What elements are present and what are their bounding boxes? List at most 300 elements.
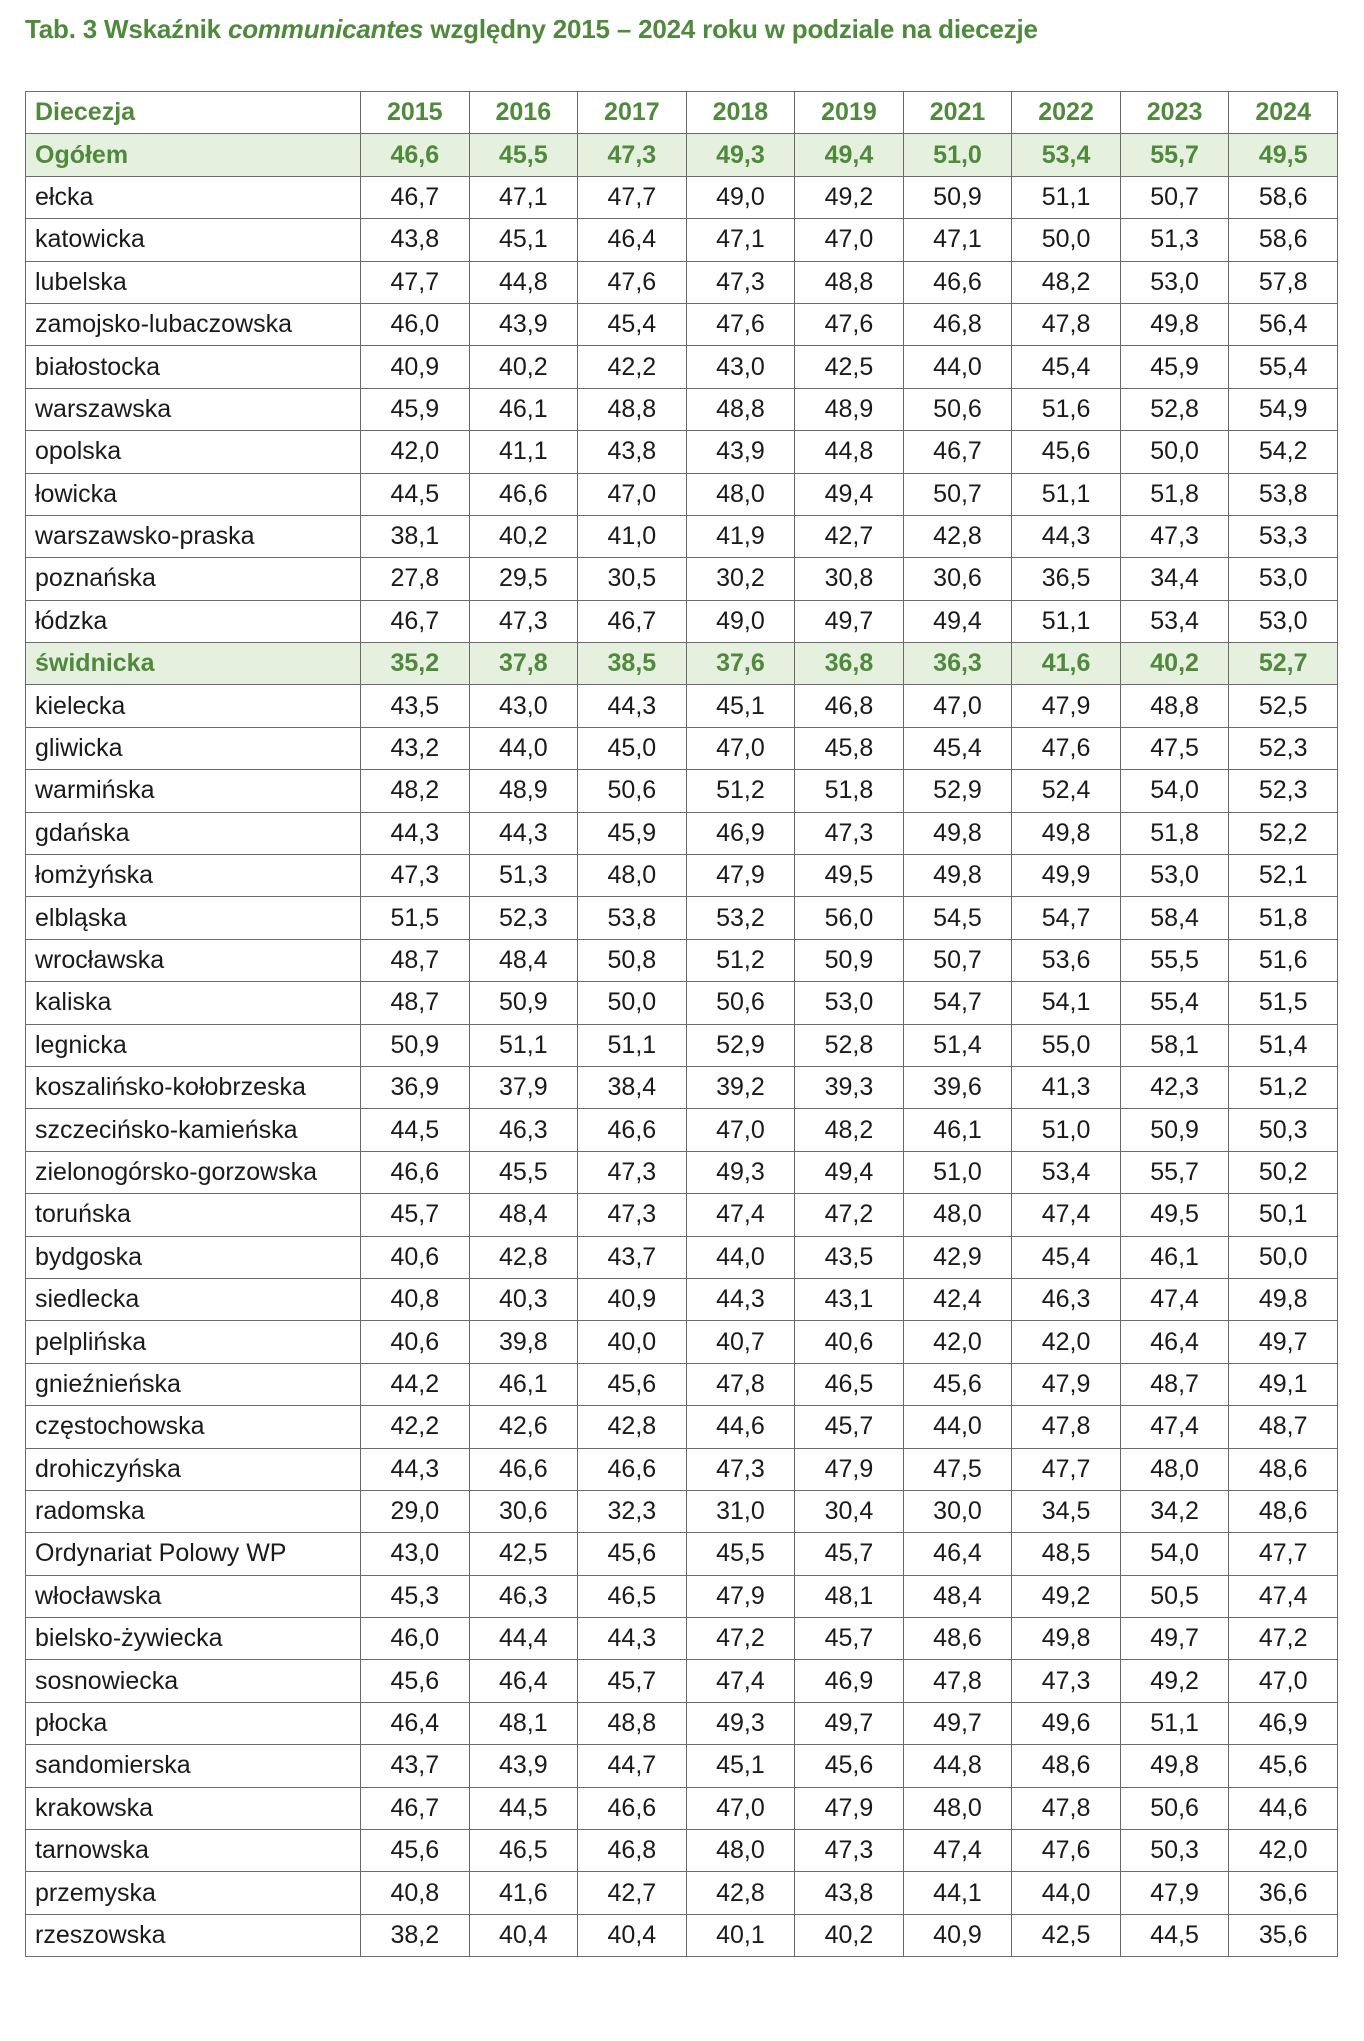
value-cell: 37,8 <box>469 643 578 685</box>
value-cell: 45,7 <box>795 1406 904 1448</box>
value-cell: 42,5 <box>1012 1914 1121 1956</box>
value-cell: 48,7 <box>361 939 470 981</box>
table-row <box>26 1109 1338 1151</box>
value-cell: 30,6 <box>903 558 1012 600</box>
value-cell: 51,4 <box>903 1024 1012 1066</box>
value-cell: 50,3 <box>1120 1830 1229 1872</box>
value-cell: 42,8 <box>469 1236 578 1278</box>
value-cell: 47,4 <box>1120 1406 1229 1448</box>
value-cell: 48,5 <box>1012 1533 1121 1575</box>
value-cell: 45,9 <box>578 812 687 854</box>
diocese-name-cell: łowicka <box>26 473 361 515</box>
diocese-name-cell: bielsko-żywiecka <box>26 1618 361 1660</box>
table-row <box>26 303 1338 345</box>
value-cell: 51,3 <box>469 855 578 897</box>
value-cell: 51,0 <box>903 134 1012 176</box>
value-cell: 47,0 <box>1229 1660 1338 1702</box>
value-cell: 40,2 <box>1120 643 1229 685</box>
table-row <box>26 261 1338 303</box>
title-suffix: względny 2015 – 2024 roku w podziale na diecezje <box>423 14 1038 44</box>
value-cell: 27,8 <box>361 558 470 600</box>
value-cell: 40,2 <box>795 1914 904 1956</box>
value-cell: 45,1 <box>686 1745 795 1787</box>
value-cell: 51,1 <box>1012 600 1121 642</box>
diocese-name-cell: kaliska <box>26 982 361 1024</box>
value-cell: 42,0 <box>361 431 470 473</box>
value-cell: 43,8 <box>795 1872 904 1914</box>
diocese-name-cell: warszawska <box>26 388 361 430</box>
value-cell: 46,9 <box>686 812 795 854</box>
value-cell: 50,5 <box>1120 1575 1229 1617</box>
value-cell: 51,5 <box>1229 982 1338 1024</box>
header-diocese: Diecezja <box>26 92 361 134</box>
value-cell: 41,6 <box>1012 643 1121 685</box>
value-cell: 49,7 <box>1229 1321 1338 1363</box>
value-cell: 45,6 <box>578 1363 687 1405</box>
value-cell: 42,3 <box>1120 1066 1229 1108</box>
value-cell: 46,6 <box>578 1109 687 1151</box>
table-row <box>26 812 1338 854</box>
diocese-name-cell: sosnowiecka <box>26 1660 361 1702</box>
diocese-name-cell: częstochowska <box>26 1406 361 1448</box>
value-cell: 55,4 <box>1120 982 1229 1024</box>
table-row <box>26 219 1338 261</box>
value-cell: 46,6 <box>903 261 1012 303</box>
value-cell: 36,6 <box>1229 1872 1338 1914</box>
value-cell: 39,3 <box>795 1066 904 1108</box>
value-cell: 48,1 <box>795 1575 904 1617</box>
value-cell: 40,4 <box>578 1914 687 1956</box>
value-cell: 48,4 <box>469 1194 578 1236</box>
value-cell: 48,6 <box>903 1618 1012 1660</box>
value-cell: 52,8 <box>1120 388 1229 430</box>
value-cell: 40,2 <box>469 346 578 388</box>
value-cell: 42,7 <box>795 515 904 557</box>
header-year: 2016 <box>469 92 578 134</box>
table-row <box>26 1745 1338 1787</box>
value-cell: 49,8 <box>903 812 1012 854</box>
value-cell: 47,4 <box>903 1830 1012 1872</box>
diocese-name-cell: sandomierska <box>26 1745 361 1787</box>
value-cell: 47,5 <box>1120 727 1229 769</box>
diocese-name-cell: Ogółem <box>26 134 361 176</box>
value-cell: 44,0 <box>1012 1872 1121 1914</box>
value-cell: 40,8 <box>361 1278 470 1320</box>
value-cell: 42,7 <box>578 1872 687 1914</box>
table-row-highlighted <box>26 643 1338 685</box>
value-cell: 46,9 <box>1229 1702 1338 1744</box>
value-cell: 47,3 <box>1120 515 1229 557</box>
value-cell: 46,4 <box>578 219 687 261</box>
value-cell: 45,7 <box>578 1660 687 1702</box>
value-cell: 47,0 <box>903 685 1012 727</box>
value-cell: 46,8 <box>578 1830 687 1872</box>
value-cell: 51,4 <box>1229 1024 1338 1066</box>
value-cell: 47,6 <box>795 303 904 345</box>
value-cell: 49,5 <box>1120 1194 1229 1236</box>
value-cell: 47,8 <box>903 1660 1012 1702</box>
value-cell: 49,8 <box>1012 1618 1121 1660</box>
table-row <box>26 855 1338 897</box>
header-year: 2017 <box>578 92 687 134</box>
diocese-name-cell: poznańska <box>26 558 361 600</box>
value-cell: 43,7 <box>578 1236 687 1278</box>
value-cell: 41,6 <box>469 1872 578 1914</box>
value-cell: 47,9 <box>795 1787 904 1829</box>
value-cell: 30,5 <box>578 558 687 600</box>
value-cell: 51,6 <box>1012 388 1121 430</box>
value-cell: 58,1 <box>1120 1024 1229 1066</box>
diocese-name-cell: łódzka <box>26 600 361 642</box>
value-cell: 48,1 <box>469 1702 578 1744</box>
value-cell: 43,9 <box>686 431 795 473</box>
diocese-name-cell: gliwicka <box>26 727 361 769</box>
value-cell: 44,7 <box>578 1745 687 1787</box>
value-cell: 43,2 <box>361 727 470 769</box>
value-cell: 47,3 <box>361 855 470 897</box>
value-cell: 46,6 <box>361 134 470 176</box>
value-cell: 49,1 <box>1229 1363 1338 1405</box>
value-cell: 44,3 <box>469 812 578 854</box>
value-cell: 45,4 <box>903 727 1012 769</box>
value-cell: 52,5 <box>1229 685 1338 727</box>
value-cell: 50,7 <box>903 473 1012 515</box>
value-cell: 35,6 <box>1229 1914 1338 1956</box>
value-cell: 50,6 <box>1120 1787 1229 1829</box>
value-cell: 48,6 <box>1012 1745 1121 1787</box>
value-cell: 46,6 <box>361 1151 470 1193</box>
value-cell: 47,8 <box>1012 1406 1121 1448</box>
value-cell: 53,4 <box>1012 134 1121 176</box>
value-cell: 47,9 <box>1120 1872 1229 1914</box>
value-cell: 46,7 <box>903 431 1012 473</box>
value-cell: 44,6 <box>1229 1787 1338 1829</box>
value-cell: 43,8 <box>361 219 470 261</box>
value-cell: 44,0 <box>686 1236 795 1278</box>
value-cell: 49,7 <box>795 600 904 642</box>
value-cell: 47,6 <box>1012 727 1121 769</box>
value-cell: 46,8 <box>903 303 1012 345</box>
value-cell: 46,3 <box>469 1575 578 1617</box>
value-cell: 51,2 <box>686 770 795 812</box>
value-cell: 48,6 <box>1229 1490 1338 1532</box>
value-cell: 39,6 <box>903 1066 1012 1108</box>
value-cell: 49,4 <box>903 600 1012 642</box>
value-cell: 40,6 <box>361 1236 470 1278</box>
value-cell: 45,9 <box>361 388 470 430</box>
value-cell: 47,4 <box>1229 1575 1338 1617</box>
table-row <box>26 1533 1338 1575</box>
value-cell: 44,5 <box>469 1787 578 1829</box>
value-cell: 40,0 <box>578 1321 687 1363</box>
value-cell: 47,3 <box>795 1830 904 1872</box>
value-cell: 47,9 <box>1012 685 1121 727</box>
value-cell: 48,8 <box>1120 685 1229 727</box>
value-cell: 46,5 <box>578 1575 687 1617</box>
value-cell: 50,1 <box>1229 1194 1338 1236</box>
value-cell: 44,0 <box>903 346 1012 388</box>
value-cell: 48,0 <box>686 473 795 515</box>
value-cell: 42,4 <box>903 1278 1012 1320</box>
value-cell: 47,4 <box>1012 1194 1121 1236</box>
value-cell: 52,9 <box>903 770 1012 812</box>
value-cell: 48,0 <box>578 855 687 897</box>
value-cell: 50,6 <box>578 770 687 812</box>
value-cell: 47,4 <box>1120 1278 1229 1320</box>
value-cell: 47,1 <box>903 219 1012 261</box>
value-cell: 46,8 <box>795 685 904 727</box>
value-cell: 54,0 <box>1120 770 1229 812</box>
value-cell: 50,3 <box>1229 1109 1338 1151</box>
value-cell: 43,5 <box>795 1236 904 1278</box>
value-cell: 52,3 <box>469 897 578 939</box>
value-cell: 45,9 <box>1120 346 1229 388</box>
table-row <box>26 1278 1338 1320</box>
table-row <box>26 473 1338 515</box>
value-cell: 36,9 <box>361 1066 470 1108</box>
value-cell: 46,4 <box>469 1660 578 1702</box>
value-cell: 36,5 <box>1012 558 1121 600</box>
value-cell: 52,9 <box>686 1024 795 1066</box>
table-header-row <box>26 92 1338 134</box>
value-cell: 44,1 <box>903 1872 1012 1914</box>
table-row <box>26 1702 1338 1744</box>
diocese-name-cell: Ordynariat Polowy WP <box>26 1533 361 1575</box>
value-cell: 53,8 <box>1229 473 1338 515</box>
table-row <box>26 1872 1338 1914</box>
value-cell: 56,4 <box>1229 303 1338 345</box>
value-cell: 47,0 <box>686 727 795 769</box>
diocese-name-cell: ełcka <box>26 176 361 218</box>
value-cell: 45,1 <box>686 685 795 727</box>
value-cell: 42,0 <box>1012 1321 1121 1363</box>
value-cell: 49,4 <box>795 473 904 515</box>
diocese-name-cell: przemyska <box>26 1872 361 1914</box>
value-cell: 46,5 <box>469 1830 578 1872</box>
diocese-name-cell: białostocka <box>26 346 361 388</box>
value-cell: 45,6 <box>361 1660 470 1702</box>
value-cell: 43,8 <box>578 431 687 473</box>
value-cell: 47,6 <box>578 261 687 303</box>
value-cell: 44,5 <box>361 1109 470 1151</box>
value-cell: 38,5 <box>578 643 687 685</box>
value-cell: 47,3 <box>795 812 904 854</box>
table-row <box>26 1236 1338 1278</box>
title-prefix: Tab. 3 Wskaźnik <box>25 14 228 44</box>
value-cell: 46,4 <box>903 1533 1012 1575</box>
diocese-table <box>25 91 1338 1957</box>
value-cell: 44,4 <box>469 1618 578 1660</box>
value-cell: 46,1 <box>903 1109 1012 1151</box>
value-cell: 51,1 <box>1120 1702 1229 1744</box>
value-cell: 41,3 <box>1012 1066 1121 1108</box>
value-cell: 47,5 <box>903 1448 1012 1490</box>
value-cell: 53,3 <box>1229 515 1338 557</box>
value-cell: 50,6 <box>686 982 795 1024</box>
value-cell: 54,9 <box>1229 388 1338 430</box>
value-cell: 39,8 <box>469 1321 578 1363</box>
value-cell: 55,7 <box>1120 134 1229 176</box>
value-cell: 58,6 <box>1229 219 1338 261</box>
table-body <box>26 134 1338 1957</box>
value-cell: 40,6 <box>795 1321 904 1363</box>
value-cell: 45,4 <box>1012 1236 1121 1278</box>
table-row <box>26 685 1338 727</box>
value-cell: 42,0 <box>903 1321 1012 1363</box>
value-cell: 53,0 <box>795 982 904 1024</box>
value-cell: 46,0 <box>361 303 470 345</box>
value-cell: 50,0 <box>578 982 687 1024</box>
value-cell: 49,0 <box>686 600 795 642</box>
value-cell: 47,6 <box>1012 1830 1121 1872</box>
value-cell: 45,7 <box>361 1194 470 1236</box>
value-cell: 42,8 <box>903 515 1012 557</box>
value-cell: 44,8 <box>469 261 578 303</box>
diocese-name-cell: kielecka <box>26 685 361 727</box>
diocese-name-cell: zielonogórsko-gorzowska <box>26 1151 361 1193</box>
value-cell: 44,3 <box>686 1278 795 1320</box>
value-cell: 40,6 <box>361 1321 470 1363</box>
value-cell: 48,2 <box>361 770 470 812</box>
table-row <box>26 1618 1338 1660</box>
table-row <box>26 1787 1338 1829</box>
value-cell: 47,3 <box>578 1194 687 1236</box>
value-cell: 48,4 <box>903 1575 1012 1617</box>
diocese-name-cell: koszalińsko-kołobrzeska <box>26 1066 361 1108</box>
value-cell: 48,0 <box>686 1830 795 1872</box>
value-cell: 49,6 <box>1012 1702 1121 1744</box>
table-row <box>26 431 1338 473</box>
header-year: 2024 <box>1229 92 1338 134</box>
diocese-name-cell: tarnowska <box>26 1830 361 1872</box>
value-cell: 44,3 <box>361 812 470 854</box>
value-cell: 47,2 <box>795 1194 904 1236</box>
value-cell: 43,9 <box>469 303 578 345</box>
table-row <box>26 770 1338 812</box>
value-cell: 50,7 <box>903 939 1012 981</box>
value-cell: 47,3 <box>469 600 578 642</box>
value-cell: 30,4 <box>795 1490 904 1532</box>
value-cell: 49,2 <box>1120 1660 1229 1702</box>
value-cell: 50,9 <box>903 176 1012 218</box>
value-cell: 49,4 <box>795 134 904 176</box>
value-cell: 44,5 <box>361 473 470 515</box>
value-cell: 48,0 <box>1120 1448 1229 1490</box>
value-cell: 40,9 <box>903 1914 1012 1956</box>
value-cell: 43,7 <box>361 1745 470 1787</box>
value-cell: 55,5 <box>1120 939 1229 981</box>
diocese-name-cell: siedlecka <box>26 1278 361 1320</box>
value-cell: 49,7 <box>795 1702 904 1744</box>
value-cell: 49,3 <box>686 1702 795 1744</box>
value-cell: 47,8 <box>1012 303 1121 345</box>
value-cell: 44,3 <box>578 1618 687 1660</box>
value-cell: 47,9 <box>686 855 795 897</box>
value-cell: 47,3 <box>578 134 687 176</box>
value-cell: 41,0 <box>578 515 687 557</box>
table-row <box>26 515 1338 557</box>
value-cell: 51,2 <box>1229 1066 1338 1108</box>
value-cell: 54,5 <box>903 897 1012 939</box>
value-cell: 49,2 <box>1012 1575 1121 1617</box>
value-cell: 49,8 <box>903 855 1012 897</box>
value-cell: 47,7 <box>361 261 470 303</box>
value-cell: 51,1 <box>469 1024 578 1066</box>
value-cell: 50,9 <box>1120 1109 1229 1151</box>
diocese-name-cell: warszawsko-praska <box>26 515 361 557</box>
value-cell: 40,9 <box>361 346 470 388</box>
value-cell: 45,6 <box>1012 431 1121 473</box>
value-cell: 40,7 <box>686 1321 795 1363</box>
value-cell: 51,8 <box>1229 897 1338 939</box>
value-cell: 44,0 <box>469 727 578 769</box>
value-cell: 46,7 <box>361 600 470 642</box>
value-cell: 46,1 <box>469 1363 578 1405</box>
diocese-name-cell: elbląska <box>26 897 361 939</box>
value-cell: 45,7 <box>795 1618 904 1660</box>
value-cell: 43,9 <box>469 1745 578 1787</box>
value-cell: 47,0 <box>686 1787 795 1829</box>
value-cell: 46,1 <box>1120 1236 1229 1278</box>
value-cell: 47,0 <box>686 1109 795 1151</box>
diocese-name-cell: szczecińsko-kamieńska <box>26 1109 361 1151</box>
value-cell: 56,0 <box>795 897 904 939</box>
value-cell: 36,3 <box>903 643 1012 685</box>
diocese-name-cell: bydgoska <box>26 1236 361 1278</box>
value-cell: 50,9 <box>361 1024 470 1066</box>
value-cell: 45,1 <box>469 219 578 261</box>
table-row <box>26 1448 1338 1490</box>
value-cell: 49,3 <box>686 1151 795 1193</box>
value-cell: 45,6 <box>1229 1745 1338 1787</box>
table-row <box>26 1914 1338 1956</box>
value-cell: 40,3 <box>469 1278 578 1320</box>
value-cell: 42,2 <box>361 1406 470 1448</box>
value-cell: 31,0 <box>686 1490 795 1532</box>
value-cell: 46,1 <box>469 388 578 430</box>
value-cell: 30,2 <box>686 558 795 600</box>
value-cell: 50,6 <box>903 388 1012 430</box>
value-cell: 53,0 <box>1120 261 1229 303</box>
value-cell: 46,6 <box>469 1448 578 1490</box>
value-cell: 49,8 <box>1012 812 1121 854</box>
diocese-name-cell: warmińska <box>26 770 361 812</box>
value-cell: 54,0 <box>1120 1533 1229 1575</box>
value-cell: 43,0 <box>361 1533 470 1575</box>
value-cell: 46,0 <box>361 1618 470 1660</box>
value-cell: 49,7 <box>1120 1618 1229 1660</box>
value-cell: 47,3 <box>1012 1660 1121 1702</box>
value-cell: 48,6 <box>1229 1448 1338 1490</box>
value-cell: 47,4 <box>686 1660 795 1702</box>
value-cell: 47,9 <box>1012 1363 1121 1405</box>
diocese-name-cell: rzeszowska <box>26 1914 361 1956</box>
value-cell: 52,3 <box>1229 727 1338 769</box>
value-cell: 48,4 <box>469 939 578 981</box>
value-cell: 54,7 <box>903 982 1012 1024</box>
value-cell: 39,2 <box>686 1066 795 1108</box>
value-cell: 47,0 <box>578 473 687 515</box>
diocese-name-cell: zamojsko-lubaczowska <box>26 303 361 345</box>
value-cell: 52,1 <box>1229 855 1338 897</box>
value-cell: 48,2 <box>795 1109 904 1151</box>
value-cell: 45,6 <box>795 1745 904 1787</box>
value-cell: 47,2 <box>1229 1618 1338 1660</box>
value-cell: 43,1 <box>795 1278 904 1320</box>
diocese-name-cell: legnicka <box>26 1024 361 1066</box>
value-cell: 46,3 <box>1012 1278 1121 1320</box>
value-cell: 53,0 <box>1229 558 1338 600</box>
